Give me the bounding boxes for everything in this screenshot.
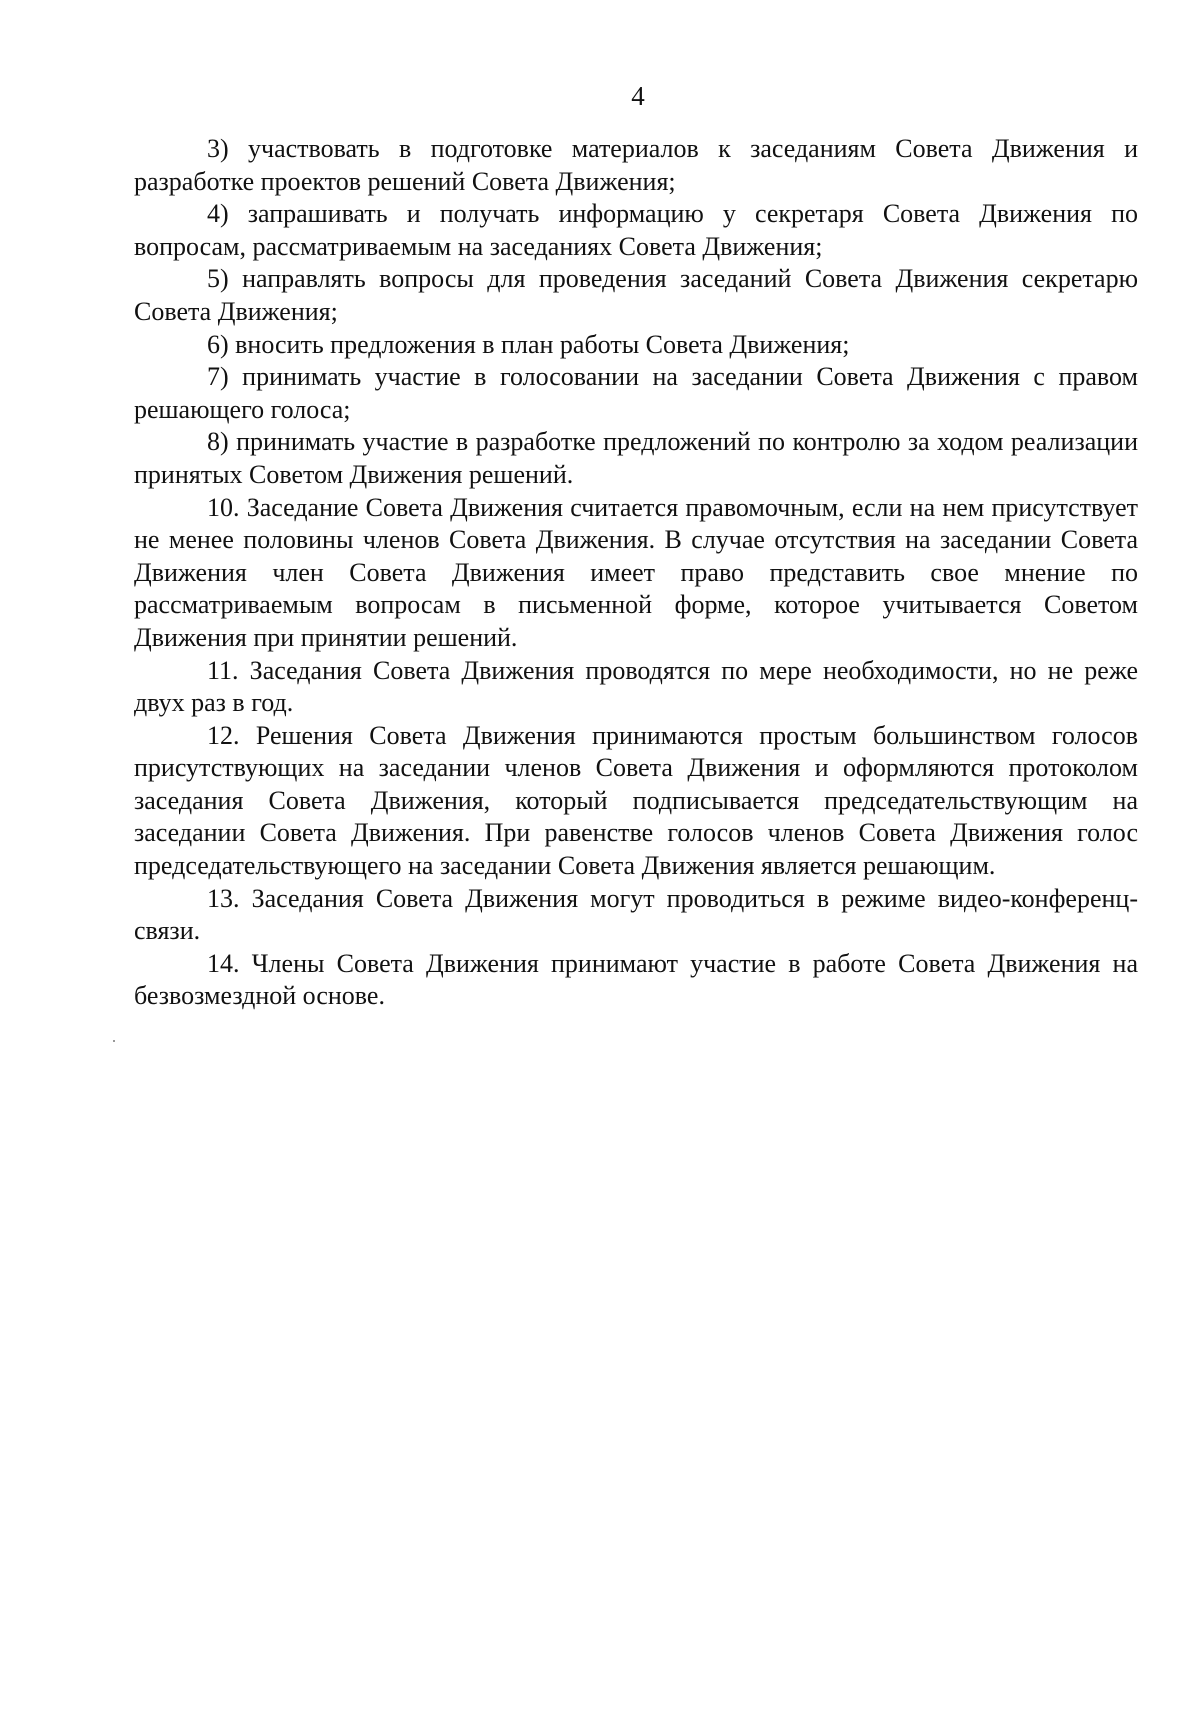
paragraph-item-7: 7) принимать участие в голосовании на заседании Совета Движения с правом решающего голоса; xyxy=(134,362,1138,424)
paragraph-item-8: 8) принимать участие в разработке предложений по контролю за ходом реализации принятых Советом Движения решений. xyxy=(134,427,1138,489)
paragraph-clause-12: 12. Решения Совета Движения принимаются простым большинством голосов присутствующих на заседании членов Совета Движения и оформляются протоколом заседания Совета Движения, который подписывается председательствующим на заседании Совета Движения. При равенстве голосов членов Совета Движения голос председательствующего на заседании Совета Движения является решающим. xyxy=(134,720,1138,881)
paragraph-clause-14: 14. Члены Совета Движения принимают участие в работе Совета Движения на безвозмездной основе. xyxy=(134,948,1138,1011)
paragraph-item-4: 4) запрашивать и получать информацию у секретаря Совета Движения по вопросам, рассматриваемым на заседаниях Совета Движения; xyxy=(134,199,1138,261)
paragraph-item-5: 5) направлять вопросы для проведения заседаний Совета Движения секретарю Совета Движения; xyxy=(134,264,1138,326)
paragraph-clause-10: 10. Заседание Совета Движения считается правомочным, если на нем присутствует не менее половины членов Совета Движения. В случае отсутствия на заседании Совета Движения член Совета Движения имеет право представить свое мнение по рассматриваемым вопросам в письменной форме, которое учитывается Советом Движения при принятии решений. xyxy=(134,492,1138,652)
paragraph-item-6: 6) вносить предложения в план работы Совета Движения; xyxy=(207,329,850,359)
page-number: 4 xyxy=(631,81,645,111)
paragraph-clause-13: 13. Заседания Совета Движения могут проводиться в режиме видео-конференц-связи. xyxy=(134,883,1138,946)
paragraph-item-3: 3) участвовать в подготовке материалов к заседаниям Совета Движения и разработке проектов решений Совета Движения; xyxy=(134,134,1138,196)
document-body xyxy=(134,133,1138,1013)
paragraph-clause-11: 11. Заседания Совета Движения проводятся по мере необходимости, но не реже двух раз в год. xyxy=(134,655,1138,718)
scan-speck xyxy=(113,1040,115,1042)
